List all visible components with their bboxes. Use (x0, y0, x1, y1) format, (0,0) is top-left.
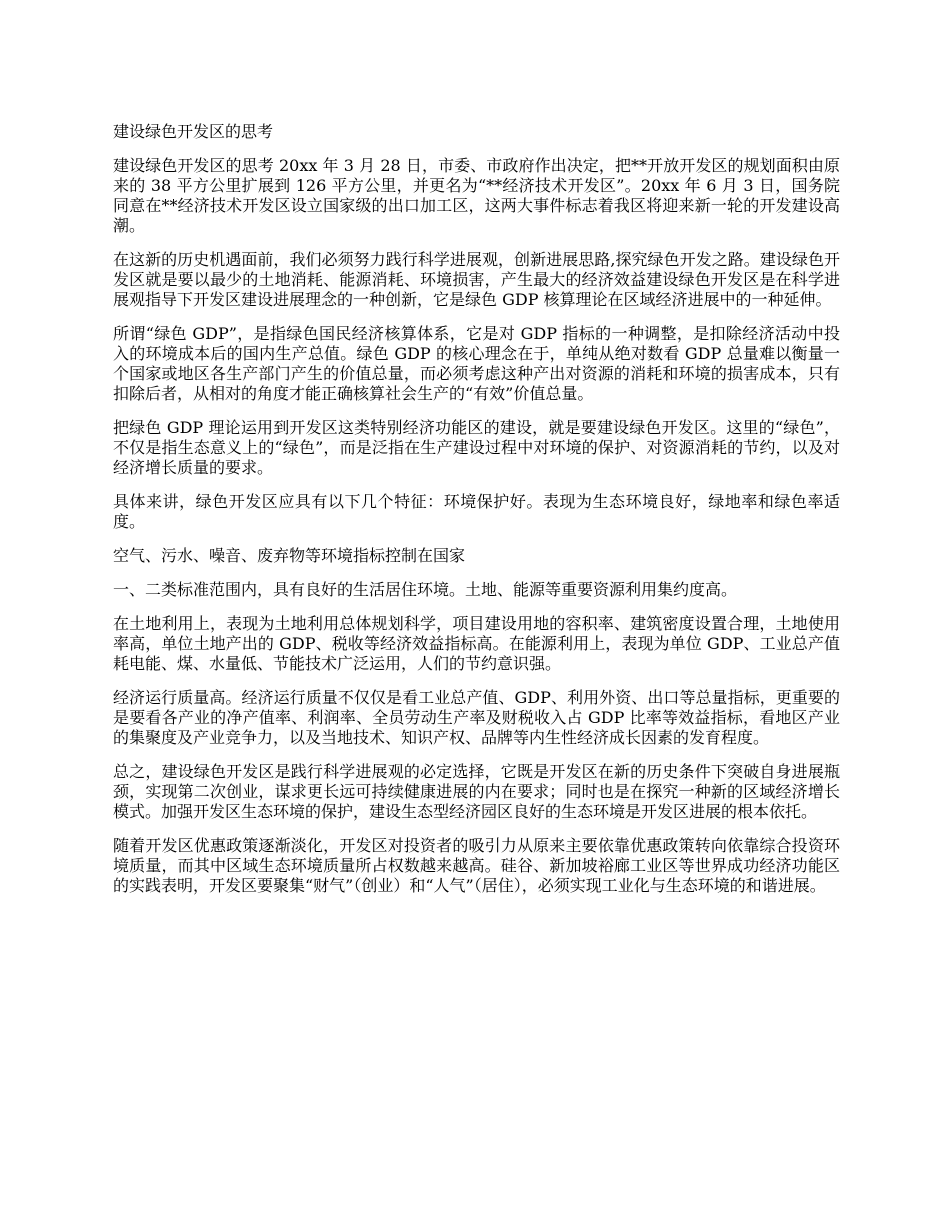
document-page (113, 122, 840, 910)
paragraph: 经济运行质量高。经济运行质量不仅仅是看工业总产值、GDP、利用外资、出口等总量指标，更重要的是要看各产业的净产值率、利润率、全员劳动生产率及财税收入占 GDP 比率等效益指标，看地区产业的集聚度及产业竞争力，以及当地技术、知识产权、品牌等内生性经济成长因素的发育程度。 (113, 688, 840, 747)
paragraph: 在这新的历史机遇面前，我们必须努力践行科学进展观，创新进展思路,探究绿色开发之路。建设绿色开发区就是要以最少的土地消耗、能源消耗、环境损害，产生最大的经济效益建设绿色开发区是在科学进展观指导下开发区建设进展理念的一种创新，它是绿色 GDP 核算理论在区域经济进展中的一种延伸。 (113, 250, 840, 309)
paragraph: 空气、污水、噪音、废弃物等环境指标控制在国家 (113, 546, 466, 565)
paragraph: 所谓“绿色 GDP”，是指绿色国民经济核算体系，它是对 GDP 指标的一种调整，是扣除经济活动中投入的环境成本后的国内生产总值。绿色 GDP 的核心理念在于，单纯从绝对数看 GDP 总量难以衡量一个国家或地区各生产部门产生的价值总量，而必须考虑这种产出对资源的消耗和环境的损害成本，只有扣除后者，从相对的角度才能正确核算社会生产的“有效”价值总量。 (113, 324, 840, 403)
paragraph: 一、二类标准范围内，具有良好的生活居住环境。土地、能源等重要资源利用集约度高。 (113, 580, 738, 599)
paragraph: 总之，建设绿色开发区是践行科学进展观的必定选择，它既是开发区在新的历史条件下突破自身进展瓶颈，实现第二次创业，谋求更长远可持续健康进展的内在要求；同时也是在探究一种新的区域经济增长模式。加强开发区生态环境的保护，建设生态型经济园区良好的生态环境是开发区进展的根本依托。 (113, 762, 840, 821)
paragraph: 在土地利用上，表现为土地利用总体规划科学，项目建设用地的容积率、建筑密度设置合理，土地使用率高，单位土地产出的 GDP、税收等经济效益指标高。在能源利用上，表现为单位 GDP、工业总产值耗电能、煤、水量低、节能技术广泛运用，人们的节约意识强。 (113, 614, 840, 673)
document-title: 建设绿色开发区的思考 (113, 122, 274, 141)
paragraph: 建设绿色开发区的思考 20xx 年 3 月 28 日，市委、市政府作出决定，把**开放开发区的规划面积由原来的 38 平方公里扩展到 126 平方公里，并更名为“**经济技术开发区”。20xx 年 6 月 3 日，国务院同意在**经济技术开发区设立国家级的出口加工区，这两大事件标志着我区将迎来新一轮的开发建设高潮。 (113, 156, 840, 235)
paragraph: 把绿色 GDP 理论运用到开发区这类特别经济功能区的建设，就是要建设绿色开发区。这里的“绿色”，不仅是指生态意义上的“绿色”，而是泛指在生产建设过程中对环境的保护、对资源消耗的节约，以及对经济增长质量的要求。 (113, 418, 840, 477)
paragraph: 随着开发区优惠政策逐渐淡化，开发区对投资者的吸引力从原来主要依靠优惠政策转向依靠综合投资环境质量，而其中区域生态环境质量所占权数越来越高。硅谷、新加坡裕廊工业区等世界成功经济功能区的实践表明，开发区要聚集“财气”（创业）和“人气”（居住），必须实现工业化与生态环境的和谐进展。 (113, 836, 840, 895)
paragraph: 具体来讲，绿色开发区应具有以下几个特征：环境保护好。表现为生态环境良好，绿地率和绿色率适度。 (113, 492, 840, 531)
